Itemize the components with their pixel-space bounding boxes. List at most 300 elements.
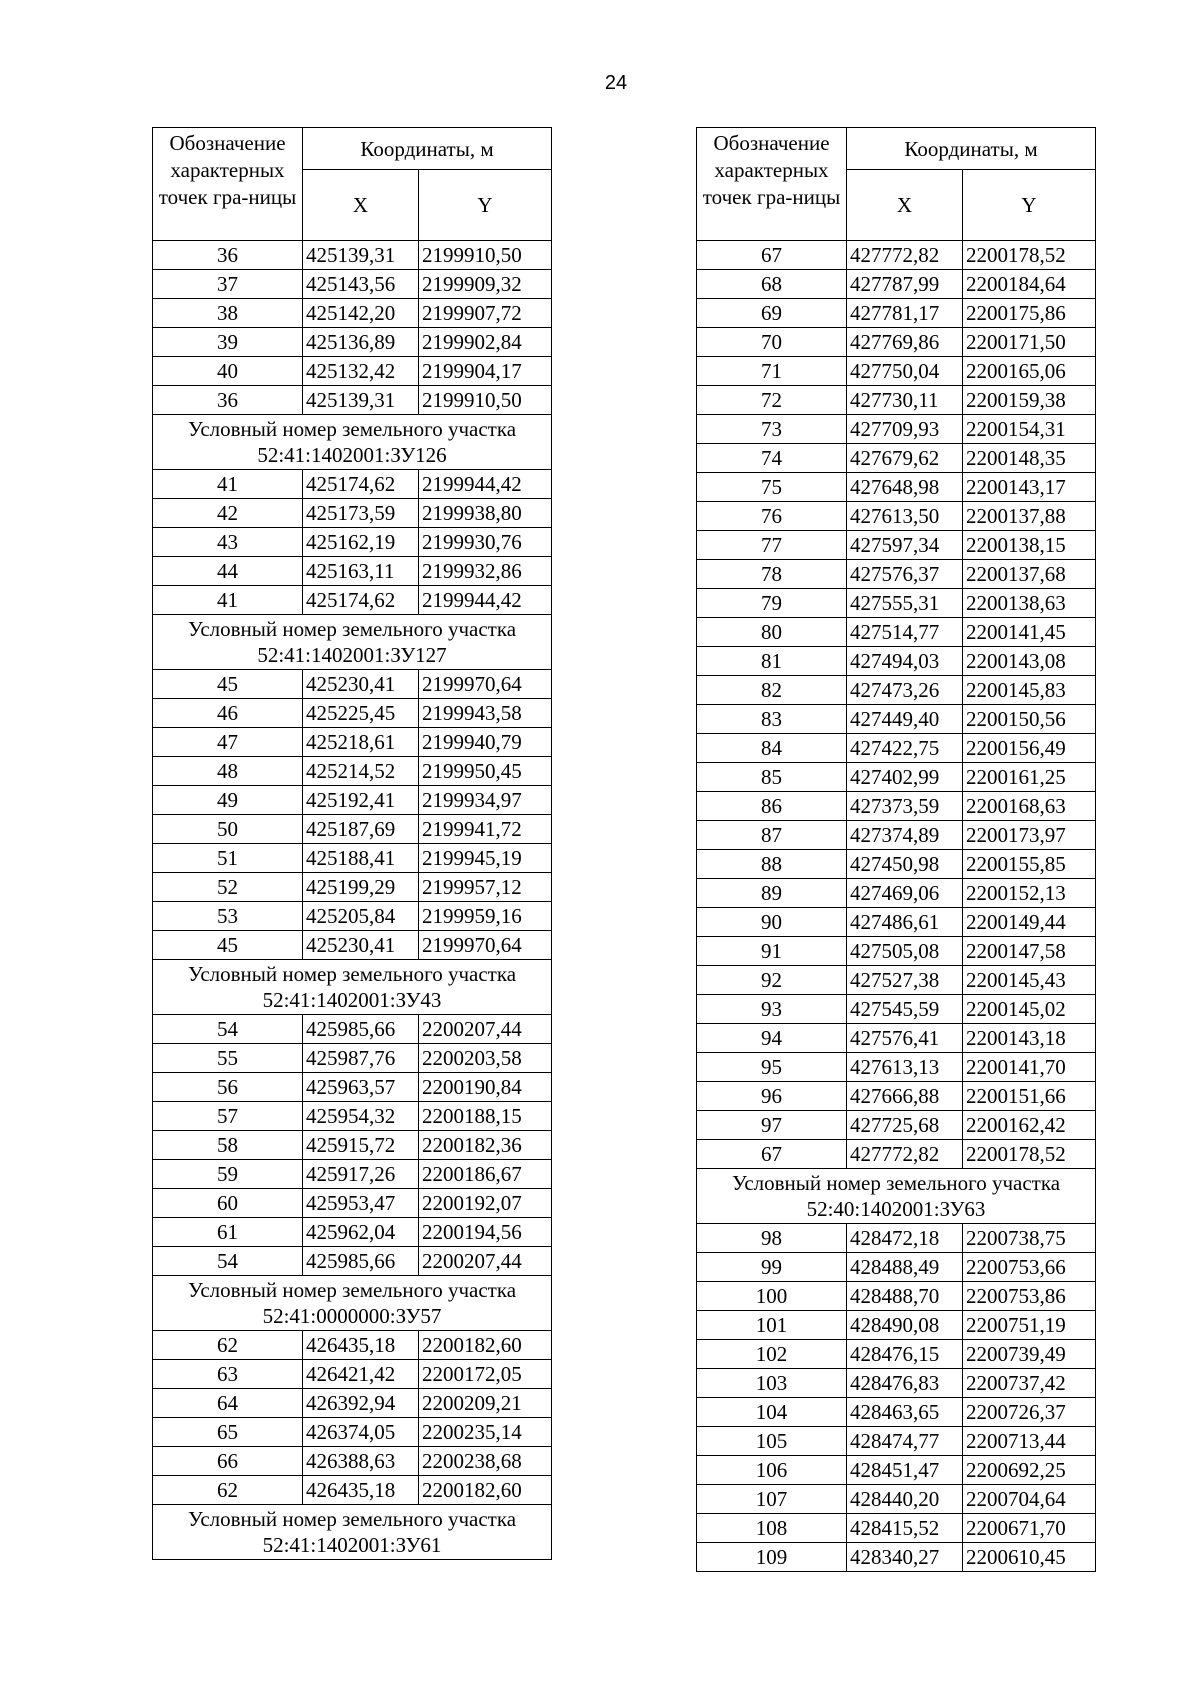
table-row xyxy=(153,815,552,844)
point-id: 87 xyxy=(697,821,847,850)
point-id: 79 xyxy=(697,589,847,618)
point-id: 101 xyxy=(697,1311,847,1340)
point-id: 37 xyxy=(153,270,303,299)
coord-x: 425174,62 xyxy=(303,470,419,499)
coord-y: 2199970,64 xyxy=(419,931,552,960)
coord-x: 427769,86 xyxy=(847,328,963,357)
coord-x: 427679,62 xyxy=(847,444,963,473)
parcel-number: Условный номер земельного участка 52:41:0000000:ЗУ57 xyxy=(153,1276,552,1331)
coord-x: 427781,17 xyxy=(847,299,963,328)
coord-y: 2199950,45 xyxy=(419,757,552,786)
point-id: 66 xyxy=(153,1447,303,1476)
coord-y: 2200671,70 xyxy=(963,1514,1096,1543)
table-row xyxy=(697,1053,1096,1082)
table-row xyxy=(697,270,1096,299)
coord-y: 2200738,75 xyxy=(963,1224,1096,1253)
table-row xyxy=(697,1398,1096,1427)
table-row xyxy=(153,470,552,499)
point-id: 106 xyxy=(697,1456,847,1485)
header-y-label: Y xyxy=(419,170,552,241)
point-id: 103 xyxy=(697,1369,847,1398)
table-row xyxy=(153,1331,552,1360)
coord-x: 427648,98 xyxy=(847,473,963,502)
header-coords-label: Координаты, м xyxy=(847,128,1096,170)
parcel-number: Условный номер земельного участка 52:41:1402001:ЗУ61 xyxy=(153,1505,552,1560)
coordinates-table-left xyxy=(152,127,552,1560)
point-id: 91 xyxy=(697,937,847,966)
table-row xyxy=(153,699,552,728)
point-id: 67 xyxy=(697,241,847,270)
parcel-number-row xyxy=(153,960,552,1015)
coord-x: 425985,66 xyxy=(303,1015,419,1044)
coord-x: 427772,82 xyxy=(847,241,963,270)
coord-x: 425953,47 xyxy=(303,1189,419,1218)
table-row xyxy=(697,879,1096,908)
table-row xyxy=(697,1514,1096,1543)
coord-y: 2200159,38 xyxy=(963,386,1096,415)
coord-y: 2200753,66 xyxy=(963,1253,1096,1282)
point-id: 80 xyxy=(697,618,847,647)
point-id: 57 xyxy=(153,1102,303,1131)
coord-y: 2199943,58 xyxy=(419,699,552,728)
coord-x: 425162,19 xyxy=(303,528,419,557)
table-row xyxy=(153,386,552,415)
table-row xyxy=(697,821,1096,850)
table-row xyxy=(697,966,1096,995)
page-number: 24 xyxy=(604,72,628,94)
point-id: 93 xyxy=(697,995,847,1024)
coord-x: 427730,11 xyxy=(847,386,963,415)
table-row xyxy=(697,502,1096,531)
table-row xyxy=(153,844,552,873)
coord-y: 2199910,50 xyxy=(419,386,552,415)
table-body-right xyxy=(697,241,1096,1572)
point-id: 102 xyxy=(697,1340,847,1369)
table-row xyxy=(697,734,1096,763)
coord-y: 2200143,18 xyxy=(963,1024,1096,1053)
coord-y: 2200175,86 xyxy=(963,299,1096,328)
coord-x: 425954,32 xyxy=(303,1102,419,1131)
coord-x: 427527,38 xyxy=(847,966,963,995)
coord-y: 2200209,21 xyxy=(419,1389,552,1418)
coord-y: 2200145,02 xyxy=(963,995,1096,1024)
point-id: 47 xyxy=(153,728,303,757)
coord-x: 425230,41 xyxy=(303,931,419,960)
coord-x: 425987,76 xyxy=(303,1044,419,1073)
coord-y: 2200207,44 xyxy=(419,1015,552,1044)
table-row xyxy=(697,589,1096,618)
point-id: 84 xyxy=(697,734,847,763)
table-row xyxy=(697,299,1096,328)
coord-x: 427494,03 xyxy=(847,647,963,676)
point-id: 61 xyxy=(153,1218,303,1247)
point-id: 54 xyxy=(153,1247,303,1276)
coord-y: 2200192,07 xyxy=(419,1189,552,1218)
point-id: 58 xyxy=(153,1131,303,1160)
coord-y: 2200203,58 xyxy=(419,1044,552,1073)
point-id: 76 xyxy=(697,502,847,531)
coord-x: 427473,26 xyxy=(847,676,963,705)
coord-x: 425136,89 xyxy=(303,328,419,357)
coord-x: 428474,77 xyxy=(847,1427,963,1456)
coord-x: 427450,98 xyxy=(847,850,963,879)
table-row xyxy=(153,786,552,815)
coord-x: 428340,27 xyxy=(847,1543,963,1572)
coord-x: 425985,66 xyxy=(303,1247,419,1276)
table-row xyxy=(153,1131,552,1160)
coord-y: 2199957,12 xyxy=(419,873,552,902)
point-id: 108 xyxy=(697,1514,847,1543)
point-id: 85 xyxy=(697,763,847,792)
coord-x: 425917,26 xyxy=(303,1160,419,1189)
point-id: 75 xyxy=(697,473,847,502)
coord-y: 2200188,15 xyxy=(419,1102,552,1131)
table-row xyxy=(153,757,552,786)
header-point-label: Обозначение характерных точек гра-ницы xyxy=(153,128,303,241)
coord-y: 2199934,97 xyxy=(419,786,552,815)
point-id: 36 xyxy=(153,386,303,415)
point-id: 67 xyxy=(697,1140,847,1169)
coord-y: 2200238,68 xyxy=(419,1447,552,1476)
coord-y: 2200726,37 xyxy=(963,1398,1096,1427)
table-row xyxy=(697,1140,1096,1169)
point-id: 62 xyxy=(153,1476,303,1505)
coord-x: 428472,18 xyxy=(847,1224,963,1253)
coord-x: 425205,84 xyxy=(303,902,419,931)
point-id: 98 xyxy=(697,1224,847,1253)
coord-x: 426435,18 xyxy=(303,1476,419,1505)
table-row xyxy=(153,1418,552,1447)
coord-y: 2200713,44 xyxy=(963,1427,1096,1456)
coord-x: 427709,93 xyxy=(847,415,963,444)
parcel-number-row xyxy=(153,615,552,670)
point-id: 36 xyxy=(153,241,303,270)
coord-y: 2200235,14 xyxy=(419,1418,552,1447)
coord-y: 2200141,45 xyxy=(963,618,1096,647)
table-row xyxy=(697,792,1096,821)
coord-x: 425962,04 xyxy=(303,1218,419,1247)
parcel-number: Условный номер земельного участка 52:40:1402001:ЗУ63 xyxy=(697,1169,1096,1224)
table-row xyxy=(697,1224,1096,1253)
coord-x: 425187,69 xyxy=(303,815,419,844)
header-x-label: X xyxy=(847,170,963,241)
table-row xyxy=(153,499,552,528)
coord-y: 2200178,52 xyxy=(963,1140,1096,1169)
coord-x: 425230,41 xyxy=(303,670,419,699)
point-id: 39 xyxy=(153,328,303,357)
coord-x: 425915,72 xyxy=(303,1131,419,1160)
table-row xyxy=(697,328,1096,357)
point-id: 55 xyxy=(153,1044,303,1073)
coord-y: 2199945,19 xyxy=(419,844,552,873)
coord-y: 2200138,15 xyxy=(963,531,1096,560)
table-row xyxy=(697,1543,1096,1572)
coord-x: 426374,05 xyxy=(303,1418,419,1447)
coord-x: 425132,42 xyxy=(303,357,419,386)
coord-x: 427750,04 xyxy=(847,357,963,386)
point-id: 42 xyxy=(153,499,303,528)
table-row xyxy=(153,1476,552,1505)
table-row xyxy=(697,676,1096,705)
point-id: 77 xyxy=(697,531,847,560)
coord-x: 427422,75 xyxy=(847,734,963,763)
parcel-number-row xyxy=(153,1505,552,1560)
coord-y: 2200171,50 xyxy=(963,328,1096,357)
table-row xyxy=(153,1247,552,1276)
parcel-number: Условный номер земельного участка 52:41:1402001:ЗУ127 xyxy=(153,615,552,670)
table-row xyxy=(697,1282,1096,1311)
point-id: 59 xyxy=(153,1160,303,1189)
point-id: 94 xyxy=(697,1024,847,1053)
table-row xyxy=(697,415,1096,444)
coord-y: 2200152,13 xyxy=(963,879,1096,908)
table-row xyxy=(153,873,552,902)
table-row xyxy=(153,357,552,386)
point-id: 63 xyxy=(153,1360,303,1389)
table-row xyxy=(153,728,552,757)
coord-x: 427545,59 xyxy=(847,995,963,1024)
coord-x: 427666,88 xyxy=(847,1082,963,1111)
coord-x: 426388,63 xyxy=(303,1447,419,1476)
parcel-number: Условный номер земельного участка 52:41:1402001:ЗУ43 xyxy=(153,960,552,1015)
coord-y: 2200148,35 xyxy=(963,444,1096,473)
coord-y: 2199941,72 xyxy=(419,815,552,844)
coord-x: 426435,18 xyxy=(303,1331,419,1360)
point-id: 52 xyxy=(153,873,303,902)
point-id: 109 xyxy=(697,1543,847,1572)
coord-y: 2200137,88 xyxy=(963,502,1096,531)
coord-x: 426421,42 xyxy=(303,1360,419,1389)
point-id: 90 xyxy=(697,908,847,937)
point-id: 89 xyxy=(697,879,847,908)
table-row xyxy=(153,528,552,557)
point-id: 62 xyxy=(153,1331,303,1360)
table-row xyxy=(697,1456,1096,1485)
table-row xyxy=(153,1447,552,1476)
coord-x: 428451,47 xyxy=(847,1456,963,1485)
coord-x: 425143,56 xyxy=(303,270,419,299)
table-row xyxy=(153,1044,552,1073)
table-row xyxy=(697,1024,1096,1053)
table-row xyxy=(697,908,1096,937)
point-id: 73 xyxy=(697,415,847,444)
table-row xyxy=(697,1485,1096,1514)
coord-x: 427449,40 xyxy=(847,705,963,734)
coord-y: 2200704,64 xyxy=(963,1485,1096,1514)
coord-x: 425139,31 xyxy=(303,386,419,415)
point-id: 53 xyxy=(153,902,303,931)
coord-y: 2200143,17 xyxy=(963,473,1096,502)
table-row xyxy=(153,902,552,931)
point-id: 72 xyxy=(697,386,847,415)
table-row xyxy=(697,357,1096,386)
coord-y: 2200137,68 xyxy=(963,560,1096,589)
coord-y: 2200138,63 xyxy=(963,589,1096,618)
coord-y: 2200184,64 xyxy=(963,270,1096,299)
point-id: 69 xyxy=(697,299,847,328)
table-row xyxy=(697,705,1096,734)
coord-x: 425199,29 xyxy=(303,873,419,902)
coord-y: 2200173,97 xyxy=(963,821,1096,850)
coord-y: 2200155,85 xyxy=(963,850,1096,879)
coord-x: 427772,82 xyxy=(847,1140,963,1169)
coord-y: 2199930,76 xyxy=(419,528,552,557)
coord-y: 2200172,05 xyxy=(419,1360,552,1389)
coord-y: 2200161,25 xyxy=(963,763,1096,792)
coord-y: 2200147,58 xyxy=(963,937,1096,966)
header-coords-label: Координаты, м xyxy=(303,128,552,170)
coord-x: 425188,41 xyxy=(303,844,419,873)
coord-y: 2199944,42 xyxy=(419,470,552,499)
coord-x: 427505,08 xyxy=(847,937,963,966)
table-row xyxy=(153,1015,552,1044)
table-row xyxy=(697,1369,1096,1398)
coord-x: 428488,49 xyxy=(847,1253,963,1282)
coord-x: 428415,52 xyxy=(847,1514,963,1543)
coord-y: 2199970,64 xyxy=(419,670,552,699)
point-id: 56 xyxy=(153,1073,303,1102)
coord-x: 428440,20 xyxy=(847,1485,963,1514)
table-row xyxy=(153,670,552,699)
coord-y: 2199904,17 xyxy=(419,357,552,386)
parcel-number-row xyxy=(697,1169,1096,1224)
table-row xyxy=(697,444,1096,473)
point-id: 92 xyxy=(697,966,847,995)
point-id: 41 xyxy=(153,470,303,499)
coord-x: 425214,52 xyxy=(303,757,419,786)
header-y-label: Y xyxy=(963,170,1096,241)
point-id: 105 xyxy=(697,1427,847,1456)
coord-y: 2200162,42 xyxy=(963,1111,1096,1140)
point-id: 45 xyxy=(153,670,303,699)
coord-y: 2200194,56 xyxy=(419,1218,552,1247)
coord-x: 425142,20 xyxy=(303,299,419,328)
table-row xyxy=(153,1360,552,1389)
coord-y: 2200149,44 xyxy=(963,908,1096,937)
coord-x: 425225,45 xyxy=(303,699,419,728)
coord-y: 2200150,56 xyxy=(963,705,1096,734)
table-row xyxy=(697,1253,1096,1282)
table-row xyxy=(153,270,552,299)
table-row xyxy=(153,1218,552,1247)
coord-x: 428476,15 xyxy=(847,1340,963,1369)
coord-y: 2199932,86 xyxy=(419,557,552,586)
coord-y: 2199902,84 xyxy=(419,328,552,357)
point-id: 45 xyxy=(153,931,303,960)
coord-y: 2200145,43 xyxy=(963,966,1096,995)
coord-x: 427374,89 xyxy=(847,821,963,850)
table-row xyxy=(153,299,552,328)
table-row xyxy=(697,995,1096,1024)
coord-x: 427555,31 xyxy=(847,589,963,618)
parcel-number: Условный номер земельного участка 52:41:1402001:ЗУ126 xyxy=(153,415,552,470)
parcel-number-row xyxy=(153,415,552,470)
coord-y: 2200610,45 xyxy=(963,1543,1096,1572)
coord-x: 425163,11 xyxy=(303,557,419,586)
coord-x: 425192,41 xyxy=(303,786,419,815)
coord-x: 427613,13 xyxy=(847,1053,963,1082)
table-row xyxy=(153,1160,552,1189)
coord-y: 2200207,44 xyxy=(419,1247,552,1276)
table-row xyxy=(153,586,552,615)
point-id: 88 xyxy=(697,850,847,879)
coord-y: 2200178,52 xyxy=(963,241,1096,270)
coord-y: 2200751,19 xyxy=(963,1311,1096,1340)
point-id: 51 xyxy=(153,844,303,873)
coordinates-table-right xyxy=(696,127,1096,1572)
coord-x: 427787,99 xyxy=(847,270,963,299)
coord-y: 2200692,25 xyxy=(963,1456,1096,1485)
point-id: 71 xyxy=(697,357,847,386)
coord-x: 428476,83 xyxy=(847,1369,963,1398)
table-row xyxy=(697,531,1096,560)
table-row xyxy=(697,1111,1096,1140)
header-x-label: X xyxy=(303,170,419,241)
point-id: 96 xyxy=(697,1082,847,1111)
coord-y: 2199910,50 xyxy=(419,241,552,270)
coord-y: 2199907,72 xyxy=(419,299,552,328)
table-row xyxy=(153,557,552,586)
coord-x: 428463,65 xyxy=(847,1398,963,1427)
point-id: 81 xyxy=(697,647,847,676)
table-row xyxy=(153,328,552,357)
coord-x: 427597,34 xyxy=(847,531,963,560)
point-id: 104 xyxy=(697,1398,847,1427)
table-row xyxy=(153,1073,552,1102)
point-id: 82 xyxy=(697,676,847,705)
parcel-number-row xyxy=(153,1276,552,1331)
coord-y: 2200156,49 xyxy=(963,734,1096,763)
point-id: 97 xyxy=(697,1111,847,1140)
coord-y: 2200182,60 xyxy=(419,1331,552,1360)
point-id: 54 xyxy=(153,1015,303,1044)
coord-y: 2200753,86 xyxy=(963,1282,1096,1311)
point-id: 50 xyxy=(153,815,303,844)
table-row xyxy=(697,647,1096,676)
coord-y: 2199944,42 xyxy=(419,586,552,615)
table-row xyxy=(153,241,552,270)
point-id: 40 xyxy=(153,357,303,386)
point-id: 68 xyxy=(697,270,847,299)
table-row xyxy=(697,386,1096,415)
coord-y: 2200182,36 xyxy=(419,1131,552,1160)
coord-x: 427576,37 xyxy=(847,560,963,589)
point-id: 43 xyxy=(153,528,303,557)
coord-y: 2200145,83 xyxy=(963,676,1096,705)
table-row xyxy=(153,931,552,960)
coord-x: 427486,61 xyxy=(847,908,963,937)
table-row xyxy=(697,1082,1096,1111)
table-row xyxy=(697,850,1096,879)
point-id: 65 xyxy=(153,1418,303,1447)
header-point-label: Обозначение характерных точек гра-ницы xyxy=(697,128,847,241)
point-id: 60 xyxy=(153,1189,303,1218)
point-id: 100 xyxy=(697,1282,847,1311)
table-row xyxy=(697,618,1096,647)
table-row xyxy=(697,1311,1096,1340)
point-id: 70 xyxy=(697,328,847,357)
point-id: 64 xyxy=(153,1389,303,1418)
point-id: 83 xyxy=(697,705,847,734)
table-body-left xyxy=(153,241,552,1560)
coord-y: 2199959,16 xyxy=(419,902,552,931)
coord-y: 2199940,79 xyxy=(419,728,552,757)
coord-x: 425963,57 xyxy=(303,1073,419,1102)
point-id: 49 xyxy=(153,786,303,815)
coord-x: 425139,31 xyxy=(303,241,419,270)
coord-x: 427613,50 xyxy=(847,502,963,531)
coord-y: 2200182,60 xyxy=(419,1476,552,1505)
